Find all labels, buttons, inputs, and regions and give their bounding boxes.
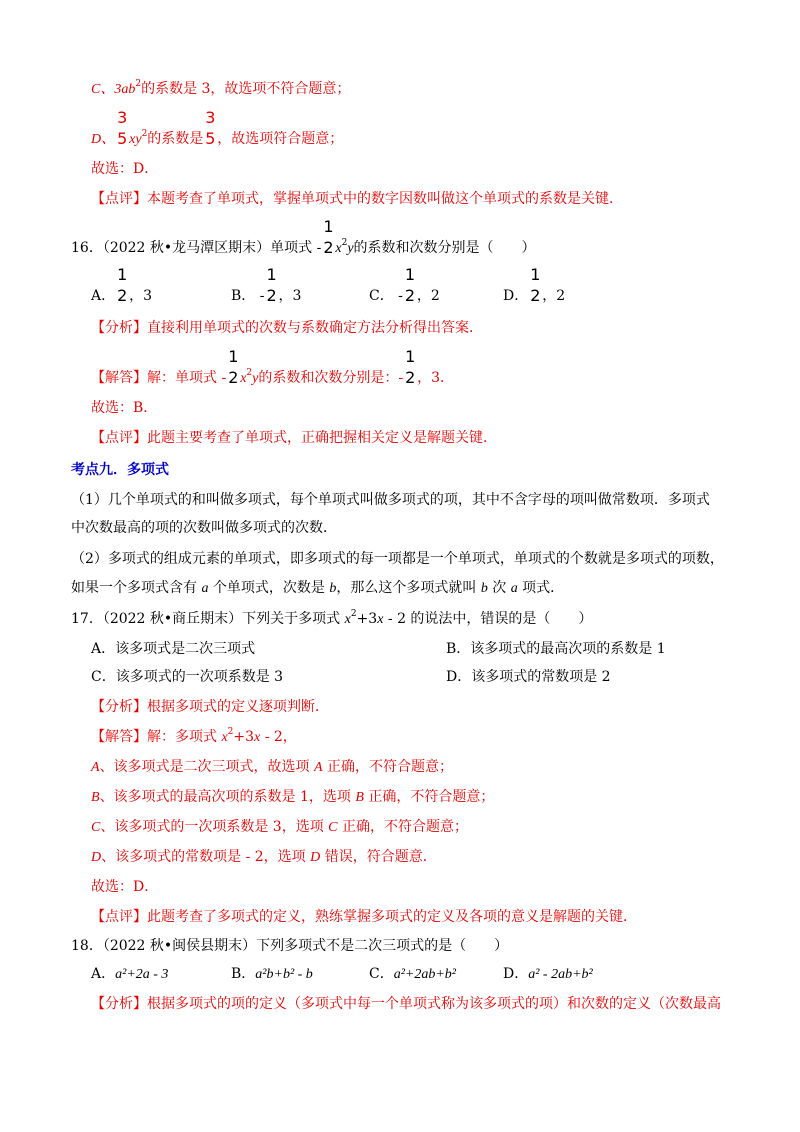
numerator: 3 <box>117 108 128 127</box>
sign: - <box>259 288 265 304</box>
question-16 <box>71 217 536 259</box>
exponent: 2 <box>141 129 148 139</box>
text: ，那么这个多项式就叫 <box>336 580 481 596</box>
choice-line: 故选：D． <box>91 161 159 177</box>
tag: 【分析】 <box>91 699 147 715</box>
text-line <box>91 79 350 100</box>
fraction <box>204 108 216 149</box>
option-b: B．该多项式的最高次项的系数是 1 <box>446 641 666 657</box>
option-label: D． <box>503 966 529 982</box>
text: 、该多项式的一次项系数是 3，选项 <box>100 819 329 835</box>
text: +3 <box>356 611 378 627</box>
text: 直接利用单项式的次数与系数确定方法分析得出答案． <box>147 320 483 336</box>
expr: a² - 2ab+b² <box>528 967 593 982</box>
fraction <box>265 265 277 306</box>
numerator: 1 <box>530 265 541 284</box>
expr: x <box>377 612 384 627</box>
exponent: 2 <box>246 368 253 378</box>
option-d <box>503 265 566 306</box>
option-label: C． <box>369 966 394 982</box>
numerator: 1 <box>117 265 128 284</box>
text: （2022 秋•龙马潭区期末）单项式 - <box>102 240 322 256</box>
option-label: C． <box>369 288 394 304</box>
text: （2022 秋•闽侯县期末）下列多项式不是二次三项式的是（ ） <box>102 938 509 954</box>
option-letter: A <box>314 760 323 775</box>
option-label: D． <box>503 288 529 304</box>
solution-line <box>91 787 494 808</box>
text: 个单项式，次数是 <box>208 580 330 596</box>
option-d: D．该多项式的常数项是 2 <box>446 669 611 685</box>
text: 根据多项式的定义逐项判断． <box>147 699 329 715</box>
numerator: 3 <box>205 108 216 127</box>
solution-line <box>91 347 455 389</box>
text: 次 <box>487 580 511 596</box>
text: 此题主要考查了单项式，正确把握相关定义是解题关键． <box>147 430 497 446</box>
denominator: 2 <box>266 286 277 305</box>
fraction <box>529 265 541 306</box>
solution-line <box>91 817 468 838</box>
numerator: 1 <box>323 217 334 236</box>
expr: x <box>254 730 261 745</box>
numerator: 1 <box>404 265 416 284</box>
expr: a²+2a - 3 <box>115 967 169 982</box>
solution-line <box>91 757 453 778</box>
question-18 <box>71 936 508 956</box>
exponent: 2 <box>341 238 348 248</box>
text: 的系数和次数分别是：- <box>258 370 404 386</box>
solution-line <box>91 727 297 748</box>
solution-line <box>91 847 437 868</box>
text: - 2 的说法中，错误的是（ ） <box>383 611 593 627</box>
exponent: 2 <box>227 727 234 737</box>
text: 此题考查了多项式的定义，熟练掌握多项式的定义及各项的意义是解题的关键． <box>147 909 637 925</box>
text: 如果一个多项式含有 <box>71 580 202 596</box>
expr: x <box>344 612 351 627</box>
option-letter: C、3 <box>91 82 122 97</box>
question-number: 18． <box>71 938 103 954</box>
text: ，2 <box>542 288 566 304</box>
denominator: 5 <box>117 129 128 148</box>
option-label: A． <box>91 288 116 304</box>
numerator: 1 <box>228 347 239 366</box>
option-letter: C <box>328 820 338 835</box>
expr: b <box>329 581 337 596</box>
comment-line <box>91 189 623 209</box>
text: 、该多项式是二次三项式，故选项 <box>99 759 315 775</box>
comment-line <box>91 907 637 927</box>
tag: 【分析】 <box>91 996 147 1012</box>
option-letter: D <box>310 850 321 865</box>
definition-line <box>71 578 564 599</box>
text: - 2， <box>260 729 297 745</box>
numerator: 1 <box>266 265 277 284</box>
option-letter: A <box>91 760 100 775</box>
text: 、该多项式的最高次项的系数是 1，选项 <box>99 789 356 805</box>
text: 的系数是 3，故选项不符合题意； <box>141 81 351 97</box>
definition-line: （2）多项式的组成元素的单项式，即多项式的每一项都是一个单项式，单项式的个数就是多项式的项数， <box>71 551 724 567</box>
denominator: 2 <box>228 368 239 387</box>
expr: xy <box>129 132 142 147</box>
denominator: 2 <box>323 238 334 257</box>
fraction <box>116 108 128 149</box>
tag: 【点评】 <box>91 430 147 446</box>
expr: x <box>335 241 342 256</box>
text: 解：单项式 - <box>147 370 227 386</box>
expr: y <box>252 371 259 386</box>
expr: x <box>221 730 228 745</box>
option-a <box>91 964 168 985</box>
option-c <box>369 964 456 985</box>
option-c <box>369 265 440 306</box>
expr: x <box>240 371 247 386</box>
text: 本题考查了单项式，掌握单项式中的数字因数叫做这个单项式的系数是关键． <box>147 191 623 207</box>
tag: 【分析】 <box>91 320 147 336</box>
section-title: 考点九．多项式 <box>71 462 169 478</box>
option-letter: B <box>355 790 364 805</box>
text: ，3． <box>417 370 455 386</box>
text: 错误，符合题意． <box>320 849 437 865</box>
text: （2022 秋•商丘期末）下列关于多项式 <box>102 611 345 627</box>
question-17 <box>71 609 592 630</box>
text: 、该多项式的常数项是 - 2，选项 <box>101 849 311 865</box>
sign: - <box>398 288 403 304</box>
option-c: C．该多项式的一次项系数是 3 <box>91 669 284 685</box>
option-d <box>503 964 593 985</box>
fraction <box>404 347 416 388</box>
denominator: 2 <box>404 286 416 305</box>
text: ，故选项符合题意； <box>217 131 344 147</box>
definition-line: 中次数最高的项的次数叫做多项式的次数． <box>71 520 337 536</box>
analysis-line <box>91 318 483 338</box>
text: +3 <box>233 729 255 745</box>
question-number: 16． <box>71 240 103 256</box>
option-a: A．该多项式是二次三项式 <box>91 641 256 657</box>
analysis-line <box>91 994 721 1014</box>
fraction <box>227 347 239 388</box>
text: ，3 <box>278 288 302 304</box>
expr: y <box>347 241 354 256</box>
text: ，3 <box>129 288 153 304</box>
expr: b <box>480 581 488 596</box>
expr: a²b+b² - b <box>255 967 313 982</box>
text: 项式． <box>517 580 565 596</box>
text: ，2 <box>416 288 440 304</box>
expr: a <box>201 581 209 596</box>
tag: 【解答】 <box>91 370 147 386</box>
denominator: 2 <box>405 368 416 387</box>
expr: a²+2ab+b² <box>393 967 457 982</box>
option-letter: D、 <box>91 132 116 147</box>
text: 解：多项式 <box>147 729 222 745</box>
denominator: 5 <box>205 129 216 148</box>
option-b <box>231 265 302 306</box>
analysis-line <box>91 697 329 717</box>
question-number: 17． <box>71 611 103 627</box>
exponent: 2 <box>135 79 142 89</box>
exponent: 2 <box>350 609 357 619</box>
option-label: A． <box>91 966 116 982</box>
numerator: 1 <box>405 347 416 366</box>
text: 的系数和次数分别是（ ） <box>353 240 536 256</box>
comment-line <box>91 428 497 448</box>
expr: ab <box>121 82 136 97</box>
definition-line: （1）几个单项式的和叫做多项式，每个单项式叫做多项式的项，其中不含字母的项叫做常数项．多项式 <box>71 492 710 508</box>
choice-line: 故选：B． <box>91 400 158 416</box>
option-b <box>231 964 313 985</box>
tag: 【解答】 <box>91 729 147 745</box>
option-letter: B <box>91 790 100 805</box>
option-letter: D <box>91 850 102 865</box>
option-label: B． <box>231 288 256 304</box>
fraction <box>116 265 128 306</box>
option-label: B． <box>231 966 256 982</box>
expr: a <box>510 581 518 596</box>
choice-line: 故选：D． <box>91 879 159 895</box>
text: 正确，不符合题意； <box>337 819 468 835</box>
text: 根据多项式的项的定义（多项式中每一个单项式称为该多项式的项）和次数的定义（次数最高 <box>147 996 721 1012</box>
option-a <box>91 265 153 306</box>
denominator: 2 <box>117 286 128 305</box>
text: 正确，不符合题意； <box>363 789 495 805</box>
tag: 【点评】 <box>91 909 147 925</box>
option-letter: C <box>91 820 101 835</box>
text: 正确，不符合题意； <box>322 759 454 775</box>
fraction <box>404 265 416 306</box>
fraction <box>322 217 334 258</box>
tag: 【点评】 <box>91 191 147 207</box>
text: 的系数是 <box>147 131 204 147</box>
denominator: 2 <box>530 286 541 305</box>
text-line <box>91 108 344 150</box>
